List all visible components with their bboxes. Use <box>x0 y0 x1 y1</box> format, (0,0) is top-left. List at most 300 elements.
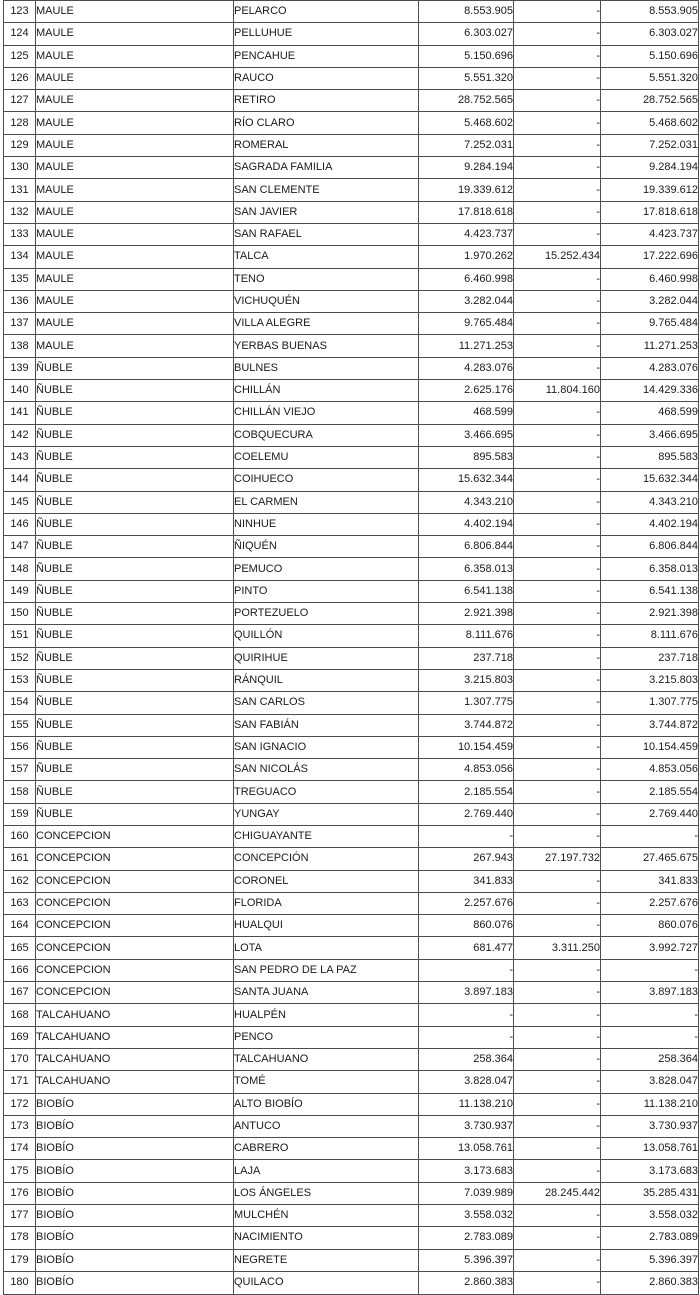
cell-row-number: 150 <box>4 603 36 625</box>
table-row <box>4 803 699 825</box>
cell-row-number: 166 <box>4 959 36 981</box>
cell-commune: SAN CARLOS <box>234 692 419 714</box>
cell-commune: ROMERAL <box>234 134 419 156</box>
cell-row-number: 175 <box>4 1160 36 1182</box>
cell-row-number: 145 <box>4 491 36 513</box>
cell-row-number: 158 <box>4 781 36 803</box>
cell-amount-1: 341.833 <box>419 870 514 892</box>
table-row <box>4 692 699 714</box>
cell-row-number: 159 <box>4 803 36 825</box>
cell-region: BIOBÍO <box>36 1271 234 1294</box>
cell-region: ÑUBLE <box>36 759 234 781</box>
cell-region: CONCEPCION <box>36 982 234 1004</box>
cell-row-number: 140 <box>4 380 36 402</box>
cell-region: BIOBÍO <box>36 1182 234 1204</box>
cell-amount-2: - <box>514 892 601 914</box>
cell-amount-1: 19.339.612 <box>419 179 514 201</box>
cell-region: ÑUBLE <box>36 513 234 535</box>
cell-row-number: 162 <box>4 870 36 892</box>
table-row <box>4 536 699 558</box>
table-row <box>4 870 699 892</box>
cell-commune: TENO <box>234 268 419 290</box>
cell-amount-2: - <box>514 424 601 446</box>
cell-total: 35.285.431 <box>601 1182 699 1204</box>
cell-region: MAULE <box>36 223 234 245</box>
cell-region: MAULE <box>36 246 234 268</box>
cell-total: 11.138.210 <box>601 1093 699 1115</box>
cell-region: MAULE <box>36 45 234 67</box>
cell-row-number: 125 <box>4 45 36 67</box>
cell-row-number: 173 <box>4 1115 36 1137</box>
table-row <box>4 246 699 268</box>
cell-total: 15.632.344 <box>601 469 699 491</box>
table-row <box>4 714 699 736</box>
cell-amount-1: 4.343.210 <box>419 491 514 513</box>
cell-amount-2: - <box>514 536 601 558</box>
cell-amount-1: 7.039.989 <box>419 1182 514 1204</box>
cell-total: 17.222.696 <box>601 246 699 268</box>
cell-commune: PENCO <box>234 1026 419 1048</box>
table-row <box>4 491 699 513</box>
cell-region: CONCEPCION <box>36 870 234 892</box>
cell-amount-2: 28.245.442 <box>514 1182 601 1204</box>
cell-total: 14.429.336 <box>601 380 699 402</box>
cell-region: ÑUBLE <box>36 580 234 602</box>
cell-region: ÑUBLE <box>36 736 234 758</box>
cell-commune: TREGUACO <box>234 781 419 803</box>
cell-amount-2: - <box>514 982 601 1004</box>
cell-row-number: 156 <box>4 736 36 758</box>
cell-total: 6.541.138 <box>601 580 699 602</box>
cell-amount-1: 3.282.044 <box>419 290 514 312</box>
cell-row-number: 129 <box>4 134 36 156</box>
cell-region: CONCEPCION <box>36 937 234 959</box>
cell-total: 10.154.459 <box>601 736 699 758</box>
cell-amount-1: 3.173.683 <box>419 1160 514 1182</box>
cell-total: 6.358.013 <box>601 558 699 580</box>
cell-total: 2.769.440 <box>601 803 699 825</box>
table-row <box>4 959 699 981</box>
table-row <box>4 1 699 23</box>
cell-amount-1: 3.897.183 <box>419 982 514 1004</box>
cell-total: 11.271.253 <box>601 335 699 357</box>
cell-region: CONCEPCION <box>36 915 234 937</box>
cell-total: 468.599 <box>601 402 699 424</box>
cell-commune: HUALQUI <box>234 915 419 937</box>
cell-region: ÑUBLE <box>36 625 234 647</box>
cell-row-number: 153 <box>4 669 36 691</box>
cell-row-number: 180 <box>4 1271 36 1294</box>
cell-row-number: 164 <box>4 915 36 937</box>
cell-commune: YERBAS BUENAS <box>234 335 419 357</box>
cell-amount-1: - <box>419 825 514 847</box>
cell-total: 3.466.695 <box>601 424 699 446</box>
cell-total: 1.307.775 <box>601 692 699 714</box>
cell-row-number: 169 <box>4 1026 36 1048</box>
cell-total: 2.783.089 <box>601 1227 699 1249</box>
cell-amount-2: - <box>514 67 601 89</box>
cell-amount-2: - <box>514 870 601 892</box>
cell-total: 27.465.675 <box>601 848 699 870</box>
cell-region: MAULE <box>36 23 234 45</box>
cell-region: MAULE <box>36 201 234 223</box>
cell-amount-1: 6.358.013 <box>419 558 514 580</box>
table-row <box>4 424 699 446</box>
cell-row-number: 170 <box>4 1048 36 1070</box>
table-row <box>4 580 699 602</box>
table-row <box>4 736 699 758</box>
cell-total: 17.818.618 <box>601 201 699 223</box>
cell-region: BIOBÍO <box>36 1115 234 1137</box>
cell-amount-1: 17.818.618 <box>419 201 514 223</box>
cell-row-number: 147 <box>4 536 36 558</box>
cell-amount-1: 2.625.176 <box>419 380 514 402</box>
cell-commune: PORTEZUELO <box>234 603 419 625</box>
table-row <box>4 67 699 89</box>
cell-region: ÑUBLE <box>36 647 234 669</box>
cell-row-number: 123 <box>4 1 36 23</box>
cell-region: BIOBÍO <box>36 1249 234 1271</box>
cell-amount-1: - <box>419 959 514 981</box>
cell-total: 3.828.047 <box>601 1071 699 1093</box>
cell-commune: SAN IGNACIO <box>234 736 419 758</box>
cell-region: MAULE <box>36 134 234 156</box>
cell-region: BIOBÍO <box>36 1138 234 1160</box>
table-row <box>4 201 699 223</box>
cell-amount-1: 3.744.872 <box>419 714 514 736</box>
table-row <box>4 45 699 67</box>
cell-commune: QUILLÓN <box>234 625 419 647</box>
cell-amount-2: - <box>514 1271 601 1294</box>
cell-amount-2: 3.311.250 <box>514 937 601 959</box>
cell-commune: COBQUECURA <box>234 424 419 446</box>
cell-row-number: 141 <box>4 402 36 424</box>
cell-row-number: 139 <box>4 357 36 379</box>
cell-amount-1: 1.307.775 <box>419 692 514 714</box>
cell-row-number: 155 <box>4 714 36 736</box>
cell-amount-2: - <box>514 134 601 156</box>
cell-amount-1: 681.477 <box>419 937 514 959</box>
table-row <box>4 223 699 245</box>
cell-amount-1: 3.558.032 <box>419 1205 514 1227</box>
cell-row-number: 137 <box>4 313 36 335</box>
cell-commune: CABRERO <box>234 1138 419 1160</box>
cell-amount-1: 5.396.397 <box>419 1249 514 1271</box>
cell-amount-1: 6.541.138 <box>419 580 514 602</box>
cell-amount-1: 6.460.998 <box>419 268 514 290</box>
cell-amount-1: 2.185.554 <box>419 781 514 803</box>
cell-commune: COIHUECO <box>234 469 419 491</box>
table-row <box>4 1004 699 1026</box>
cell-commune: RETIRO <box>234 90 419 112</box>
cell-total: 4.853.056 <box>601 759 699 781</box>
cell-total: 3.558.032 <box>601 1205 699 1227</box>
cell-total: 19.339.612 <box>601 179 699 201</box>
cell-total: 4.283.076 <box>601 357 699 379</box>
table-row <box>4 1071 699 1093</box>
cell-amount-2: - <box>514 1 601 23</box>
table-row <box>4 1093 699 1115</box>
cell-region: MAULE <box>36 67 234 89</box>
cell-amount-2: - <box>514 1004 601 1026</box>
cell-total: 8.111.676 <box>601 625 699 647</box>
cell-row-number: 151 <box>4 625 36 647</box>
cell-amount-1: 9.765.484 <box>419 313 514 335</box>
cell-commune: SAN RAFAEL <box>234 223 419 245</box>
cell-total: 28.752.565 <box>601 90 699 112</box>
table-row <box>4 1205 699 1227</box>
cell-region: TALCAHUANO <box>36 1048 234 1070</box>
cell-amount-2: - <box>514 313 601 335</box>
cell-total: 2.860.383 <box>601 1271 699 1294</box>
cell-amount-2: - <box>514 179 601 201</box>
table-row <box>4 402 699 424</box>
cell-total: 9.765.484 <box>601 313 699 335</box>
cell-region: MAULE <box>36 179 234 201</box>
cell-commune: COELEMU <box>234 446 419 468</box>
cell-region: CONCEPCION <box>36 959 234 981</box>
table-row <box>4 1271 699 1294</box>
cell-region: MAULE <box>36 290 234 312</box>
cell-commune: PENCAHUE <box>234 45 419 67</box>
cell-region: ÑUBLE <box>36 491 234 513</box>
cell-amount-2: - <box>514 446 601 468</box>
table-row <box>4 1138 699 1160</box>
cell-amount-2: - <box>514 469 601 491</box>
cell-total: 258.364 <box>601 1048 699 1070</box>
cell-region: ÑUBLE <box>36 357 234 379</box>
cell-row-number: 126 <box>4 67 36 89</box>
cell-row-number: 130 <box>4 157 36 179</box>
cell-total: 4.343.210 <box>601 491 699 513</box>
cell-region: ÑUBLE <box>36 692 234 714</box>
cell-total: 13.058.761 <box>601 1138 699 1160</box>
cell-region: MAULE <box>36 335 234 357</box>
cell-amount-2: - <box>514 558 601 580</box>
table-row <box>4 625 699 647</box>
cell-amount-2: - <box>514 1026 601 1048</box>
cell-total: 6.460.998 <box>601 268 699 290</box>
cell-row-number: 179 <box>4 1249 36 1271</box>
cell-commune: CHIGUAYANTE <box>234 825 419 847</box>
cell-total: 4.423.737 <box>601 223 699 245</box>
commune-amounts-table <box>3 0 699 1295</box>
cell-amount-2: - <box>514 491 601 513</box>
cell-total: 5.468.602 <box>601 112 699 134</box>
cell-amount-1: 8.111.676 <box>419 625 514 647</box>
cell-commune: QUIRIHUE <box>234 647 419 669</box>
cell-amount-1: 11.138.210 <box>419 1093 514 1115</box>
cell-amount-1: 2.860.383 <box>419 1271 514 1294</box>
cell-row-number: 124 <box>4 23 36 45</box>
cell-commune: NEGRETE <box>234 1249 419 1271</box>
cell-commune: VILLA ALEGRE <box>234 313 419 335</box>
cell-amount-1: - <box>419 1004 514 1026</box>
cell-commune: RÁNQUIL <box>234 669 419 691</box>
cell-row-number: 142 <box>4 424 36 446</box>
cell-amount-1: 3.466.695 <box>419 424 514 446</box>
cell-row-number: 176 <box>4 1182 36 1204</box>
table-row <box>4 268 699 290</box>
cell-row-number: 127 <box>4 90 36 112</box>
cell-amount-1: 4.423.737 <box>419 223 514 245</box>
cell-amount-1: 2.921.398 <box>419 603 514 625</box>
cell-region: MAULE <box>36 157 234 179</box>
cell-commune: VICHUQUÉN <box>234 290 419 312</box>
cell-amount-2: - <box>514 1160 601 1182</box>
cell-amount-1: 237.718 <box>419 647 514 669</box>
cell-amount-1: 4.853.056 <box>419 759 514 781</box>
cell-row-number: 138 <box>4 335 36 357</box>
cell-row-number: 131 <box>4 179 36 201</box>
table-row <box>4 23 699 45</box>
cell-amount-1: 1.970.262 <box>419 246 514 268</box>
cell-region: MAULE <box>36 268 234 290</box>
cell-total: 5.396.397 <box>601 1249 699 1271</box>
cell-region: ÑUBLE <box>36 424 234 446</box>
cell-amount-2: - <box>514 223 601 245</box>
cell-region: ÑUBLE <box>36 446 234 468</box>
table-row <box>4 446 699 468</box>
cell-commune: EL CARMEN <box>234 491 419 513</box>
cell-commune: RAUCO <box>234 67 419 89</box>
table-row <box>4 112 699 134</box>
cell-total: 9.284.194 <box>601 157 699 179</box>
table-row <box>4 1249 699 1271</box>
cell-amount-2: 15.252.434 <box>514 246 601 268</box>
cell-row-number: 136 <box>4 290 36 312</box>
table-row <box>4 1048 699 1070</box>
cell-amount-1: 3.828.047 <box>419 1071 514 1093</box>
cell-total: 5.551.320 <box>601 67 699 89</box>
cell-amount-2: - <box>514 23 601 45</box>
cell-region: ÑUBLE <box>36 714 234 736</box>
cell-amount-2: - <box>514 625 601 647</box>
cell-total: 3.282.044 <box>601 290 699 312</box>
table-row <box>4 1227 699 1249</box>
table-row <box>4 134 699 156</box>
cell-region: ÑUBLE <box>36 469 234 491</box>
cell-total: 3.215.803 <box>601 669 699 691</box>
cell-region: BIOBÍO <box>36 1093 234 1115</box>
cell-amount-2: - <box>514 1249 601 1271</box>
cell-total: 6.303.027 <box>601 23 699 45</box>
cell-amount-1: 5.468.602 <box>419 112 514 134</box>
cell-region: CONCEPCION <box>36 848 234 870</box>
cell-row-number: 160 <box>4 825 36 847</box>
cell-total: 6.806.844 <box>601 536 699 558</box>
cell-commune: NINHUE <box>234 513 419 535</box>
cell-region: CONCEPCION <box>36 892 234 914</box>
cell-row-number: 167 <box>4 982 36 1004</box>
cell-amount-2: - <box>514 335 601 357</box>
cell-amount-2: - <box>514 736 601 758</box>
cell-commune: SANTA JUANA <box>234 982 419 1004</box>
cell-commune: CORONEL <box>234 870 419 892</box>
cell-commune: QUILACO <box>234 1271 419 1294</box>
cell-commune: TOMÉ <box>234 1071 419 1093</box>
table-row <box>4 1182 699 1204</box>
cell-row-number: 154 <box>4 692 36 714</box>
cell-amount-1: 11.271.253 <box>419 335 514 357</box>
cell-region: CONCEPCION <box>36 825 234 847</box>
cell-region: ÑUBLE <box>36 558 234 580</box>
cell-amount-1: - <box>419 1026 514 1048</box>
cell-row-number: 152 <box>4 647 36 669</box>
cell-amount-1: 2.257.676 <box>419 892 514 914</box>
table-row <box>4 335 699 357</box>
table-row <box>4 937 699 959</box>
cell-row-number: 144 <box>4 469 36 491</box>
cell-amount-1: 3.730.937 <box>419 1115 514 1137</box>
cell-row-number: 157 <box>4 759 36 781</box>
cell-commune: PINTO <box>234 580 419 602</box>
table-row <box>4 781 699 803</box>
table-row <box>4 313 699 335</box>
cell-amount-1: 10.154.459 <box>419 736 514 758</box>
cell-commune: SAGRADA FAMILIA <box>234 157 419 179</box>
cell-amount-1: 9.284.194 <box>419 157 514 179</box>
table-row <box>4 915 699 937</box>
cell-total: 860.076 <box>601 915 699 937</box>
cell-amount-2: - <box>514 1115 601 1137</box>
cell-commune: SAN JAVIER <box>234 201 419 223</box>
cell-amount-2: - <box>514 1048 601 1070</box>
cell-row-number: 172 <box>4 1093 36 1115</box>
cell-amount-2: - <box>514 513 601 535</box>
cell-commune: PELARCO <box>234 1 419 23</box>
cell-row-number: 177 <box>4 1205 36 1227</box>
cell-amount-2: - <box>514 803 601 825</box>
cell-amount-1: 468.599 <box>419 402 514 424</box>
table-row <box>4 848 699 870</box>
cell-row-number: 171 <box>4 1071 36 1093</box>
cell-total: 3.744.872 <box>601 714 699 736</box>
cell-commune: SAN FABIÁN <box>234 714 419 736</box>
table-row <box>4 157 699 179</box>
cell-region: ÑUBLE <box>36 669 234 691</box>
table-row <box>4 290 699 312</box>
table-row <box>4 759 699 781</box>
cell-row-number: 168 <box>4 1004 36 1026</box>
cell-amount-2: - <box>514 1071 601 1093</box>
cell-amount-1: 860.076 <box>419 915 514 937</box>
cell-commune: SAN NICOLÁS <box>234 759 419 781</box>
cell-commune: ÑIQUÉN <box>234 536 419 558</box>
cell-region: TALCAHUANO <box>36 1004 234 1026</box>
cell-region: MAULE <box>36 112 234 134</box>
cell-row-number: 149 <box>4 580 36 602</box>
cell-amount-1: 6.303.027 <box>419 23 514 45</box>
cell-row-number: 143 <box>4 446 36 468</box>
cell-region: BIOBÍO <box>36 1227 234 1249</box>
table-body <box>4 1 699 1295</box>
cell-amount-1: 28.752.565 <box>419 90 514 112</box>
cell-region: BIOBÍO <box>36 1205 234 1227</box>
table-row <box>4 357 699 379</box>
table-row <box>4 825 699 847</box>
cell-amount-2: - <box>514 603 601 625</box>
table-row <box>4 982 699 1004</box>
cell-amount-1: 267.943 <box>419 848 514 870</box>
table-row <box>4 647 699 669</box>
cell-amount-1: 895.583 <box>419 446 514 468</box>
table-row <box>4 90 699 112</box>
table-row <box>4 1115 699 1137</box>
cell-commune: TALCAHUANO <box>234 1048 419 1070</box>
cell-amount-2: - <box>514 201 601 223</box>
cell-total: 895.583 <box>601 446 699 468</box>
